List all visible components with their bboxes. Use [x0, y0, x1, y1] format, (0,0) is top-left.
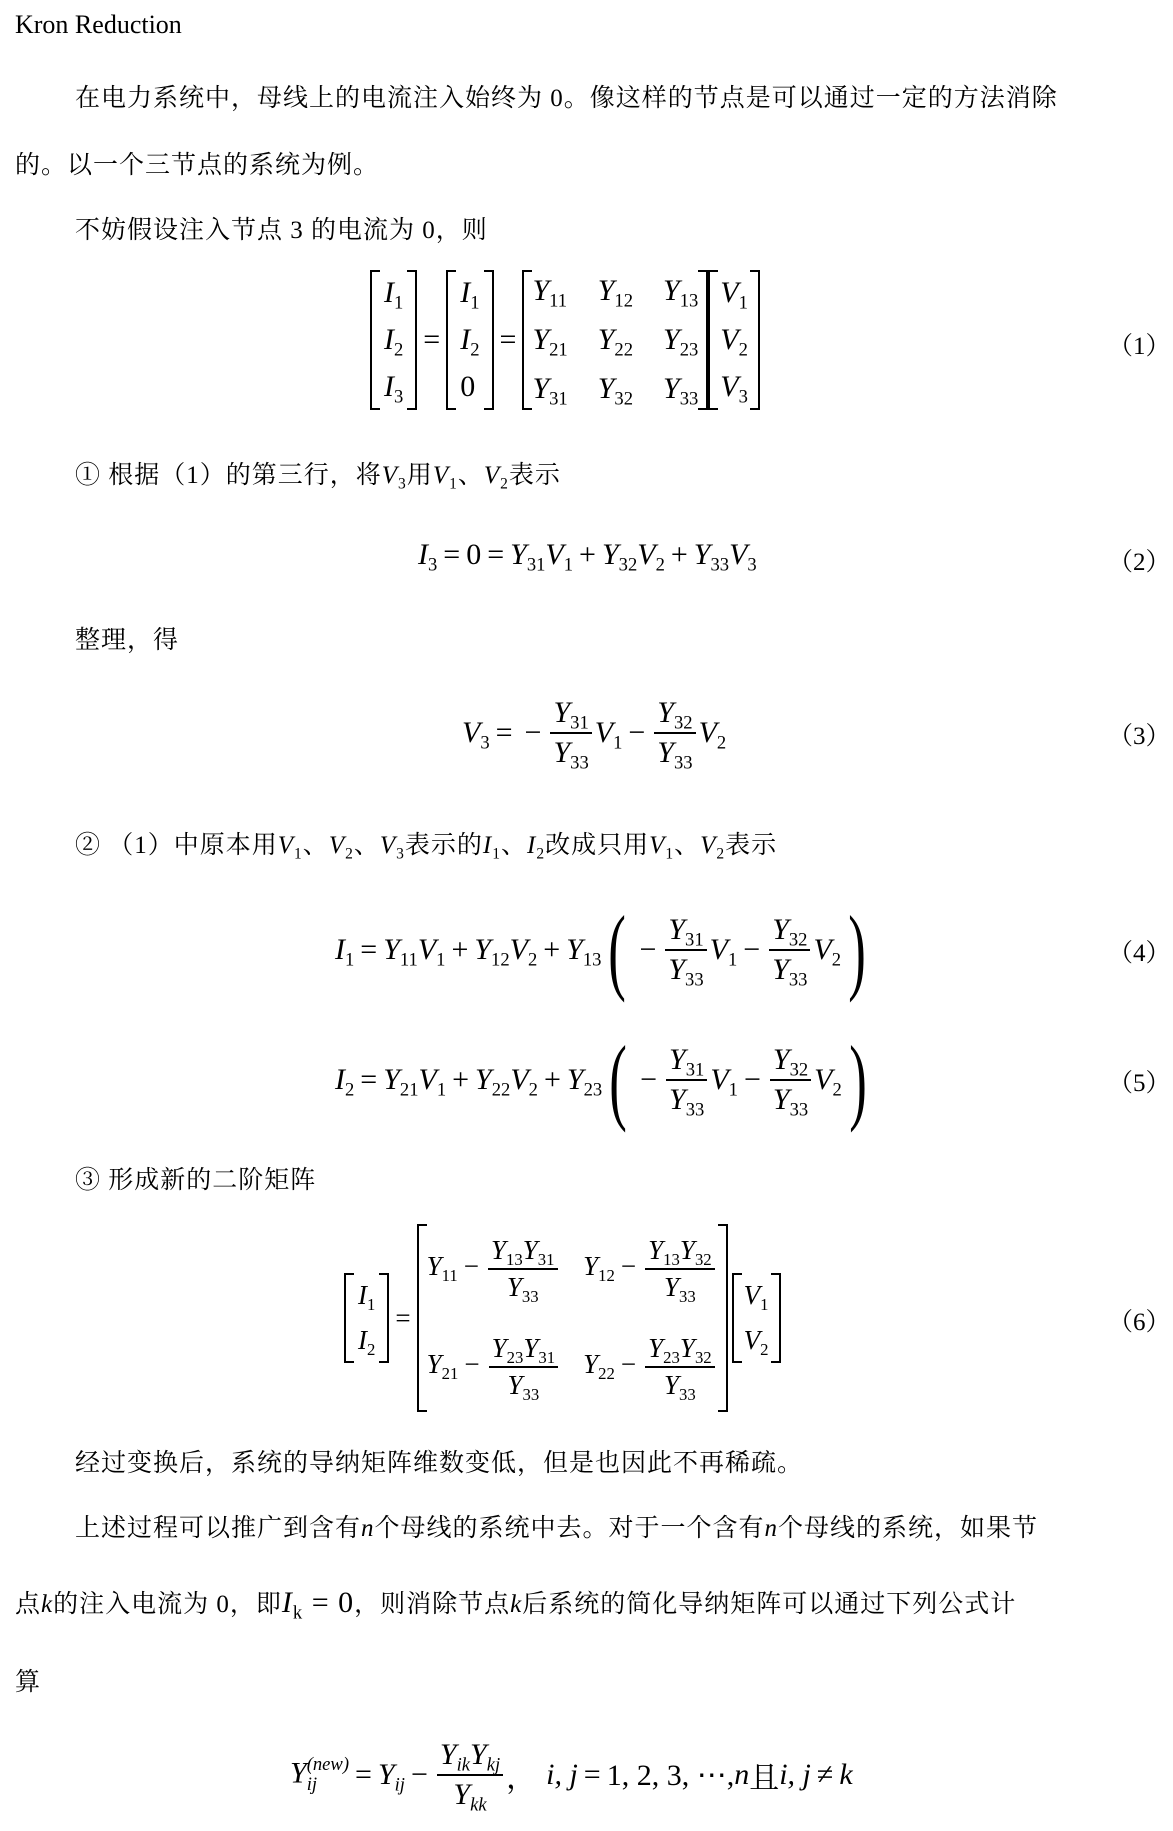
current-vector-substituted: $I_1$ $I_2$ 0 [446, 270, 493, 410]
equation-number-3: （3） [1108, 723, 1171, 750]
assume-line: 不妨假设注入节点 3 的电流为 0，则 [75, 217, 488, 244]
reduced-current-vector: $I_1$ $I_2$ [344, 1273, 389, 1363]
general-line-1: 上述过程可以推广到含有n个母线的系统中去。对于一个含有n个母线的系统，如果节 [75, 1515, 1039, 1542]
equation-6: $I_1$ $I_2$ = $Y_{11}$ − $\frac{Y_{13}Y_{31}}{Y_{33}}$ $Y_{12}$ − $\frac{Y_{13}Y_{32}}{Y_{33}}$ $Y_{21}$ − $\frac{Y_{23}Y_{31}}{Y_{33}}$ $Y_{22}$ − $\frac{Y_{23}Y_{32}}{Y_{33}}$ $V_1$ $V_2$ [344, 1224, 781, 1412]
equation-number-1: （1） [1108, 333, 1171, 360]
equation-general: Y (new) ij = $Y_{ij}$ − $\frac{Y_{ik}Y_{kj}}{Y_{kk}}$ ， i, j = 1, 2, 3, ⋯, n 且 i, j ≠ k [290, 1738, 853, 1816]
general-line-2: 点k的注入电流为 0，即$I_k = 0$，则消除节点k后系统的简化导纳矩阵可以通过下列公式计 [15, 1586, 1017, 1624]
step-2-line: ② （1）中原本用$V_1$、$V_2$、$V_3$表示的$I_1$、$I_2$改成只用$V_1$、$V_2$表示 [75, 832, 778, 863]
admittance-matrix: $Y_{11}$ $Y_{12}$ $Y_{13}$ $Y_{21}$ $Y_{22}$ $Y_{23}$ $Y_{31}$ $Y_{32}$ $Y_{33}$ [522, 270, 708, 410]
document-title: Kron Reduction [15, 10, 182, 39]
arrange-line: 整理，得 [75, 627, 180, 654]
step-3-line: ③ 形成新的二阶矩阵 [75, 1167, 317, 1194]
equation-number-4: （4） [1108, 940, 1171, 967]
reduced-admittance-matrix: $Y_{11}$ − $\frac{Y_{13}Y_{31}}{Y_{33}}$ $Y_{12}$ − $\frac{Y_{13}Y_{32}}{Y_{33}}$ $Y_{21}$ − $\frac{Y_{23}Y_{31}}{Y_{33}}$ $Y_{22}$ − $\frac{Y_{23}Y_{32}}{Y_{33}}$ [417, 1224, 728, 1412]
step-1-line: ① 根据（1）的第三行，将$V_3$用$V_1$、$V_2$表示 [75, 462, 561, 493]
equation-number-6: （6） [1108, 1309, 1171, 1336]
current-vector: $I_1$ $I_2$ $I_3$ [370, 270, 417, 410]
reduced-voltage-vector: $V_1$ $V_2$ [732, 1273, 781, 1363]
voltage-vector: $V_1$ $V_2$ $V_3$ [708, 270, 760, 410]
after-transform-line: 经过变换后，系统的导纳矩阵维数变低，但是也因此不再稀疏。 [75, 1450, 804, 1477]
intro-line-1: 在电力系统中，母线上的电流注入始终为 0。像这样的节点是可以通过一定的方法消除 [75, 85, 1058, 112]
intro-line-2: 的。以一个三节点的系统为例。 [15, 152, 380, 179]
general-line-3: 算 [15, 1669, 42, 1696]
equation-2: $I_3$ = 0 = $Y_{31}V_1$ + $Y_{32}V_2$ + $Y_{33}V_3$ [418, 538, 757, 576]
equation-3: $V_3$ = − $\frac{Y_{31}}{Y_{33}}$ $V_1$ − $\frac{Y_{32}}{Y_{33}}$ $V_2$ [462, 696, 727, 774]
equation-number-2: （2） [1108, 549, 1171, 576]
equation-5: $I_2$ = $Y_{21}V_1$ + $Y_{22}V_2$ + $Y_{23}$ ( − $\frac{Y_{31}}{Y_{33}}$ $V_1$ − $\frac{Y_{32}}{Y_{33}}$ $V_2$ ) [335, 1025, 867, 1133]
equation-1: $I_1$ $I_2$ $I_3$ = $I_1$ $I_2$ 0 = $Y_{11}$ $Y_{12}$ $Y_{13}$ $Y_{21}$ $Y_{22}$ $Y_{23}$ $Y_{31}$ $Y_{32}$ $Y_{33}$ $V_1$ $V_2$ $V_3$ [370, 270, 760, 410]
equation-4: $I_1$ = $Y_{11}V_1$ + $Y_{12}V_2$ + $Y_{13}$ ( − $\frac{Y_{31}}{Y_{33}}$ $V_1$ − $\frac{Y_{32}}{Y_{33}}$ $V_2$ ) [335, 895, 866, 1003]
equation-number-5: （5） [1108, 1070, 1171, 1097]
